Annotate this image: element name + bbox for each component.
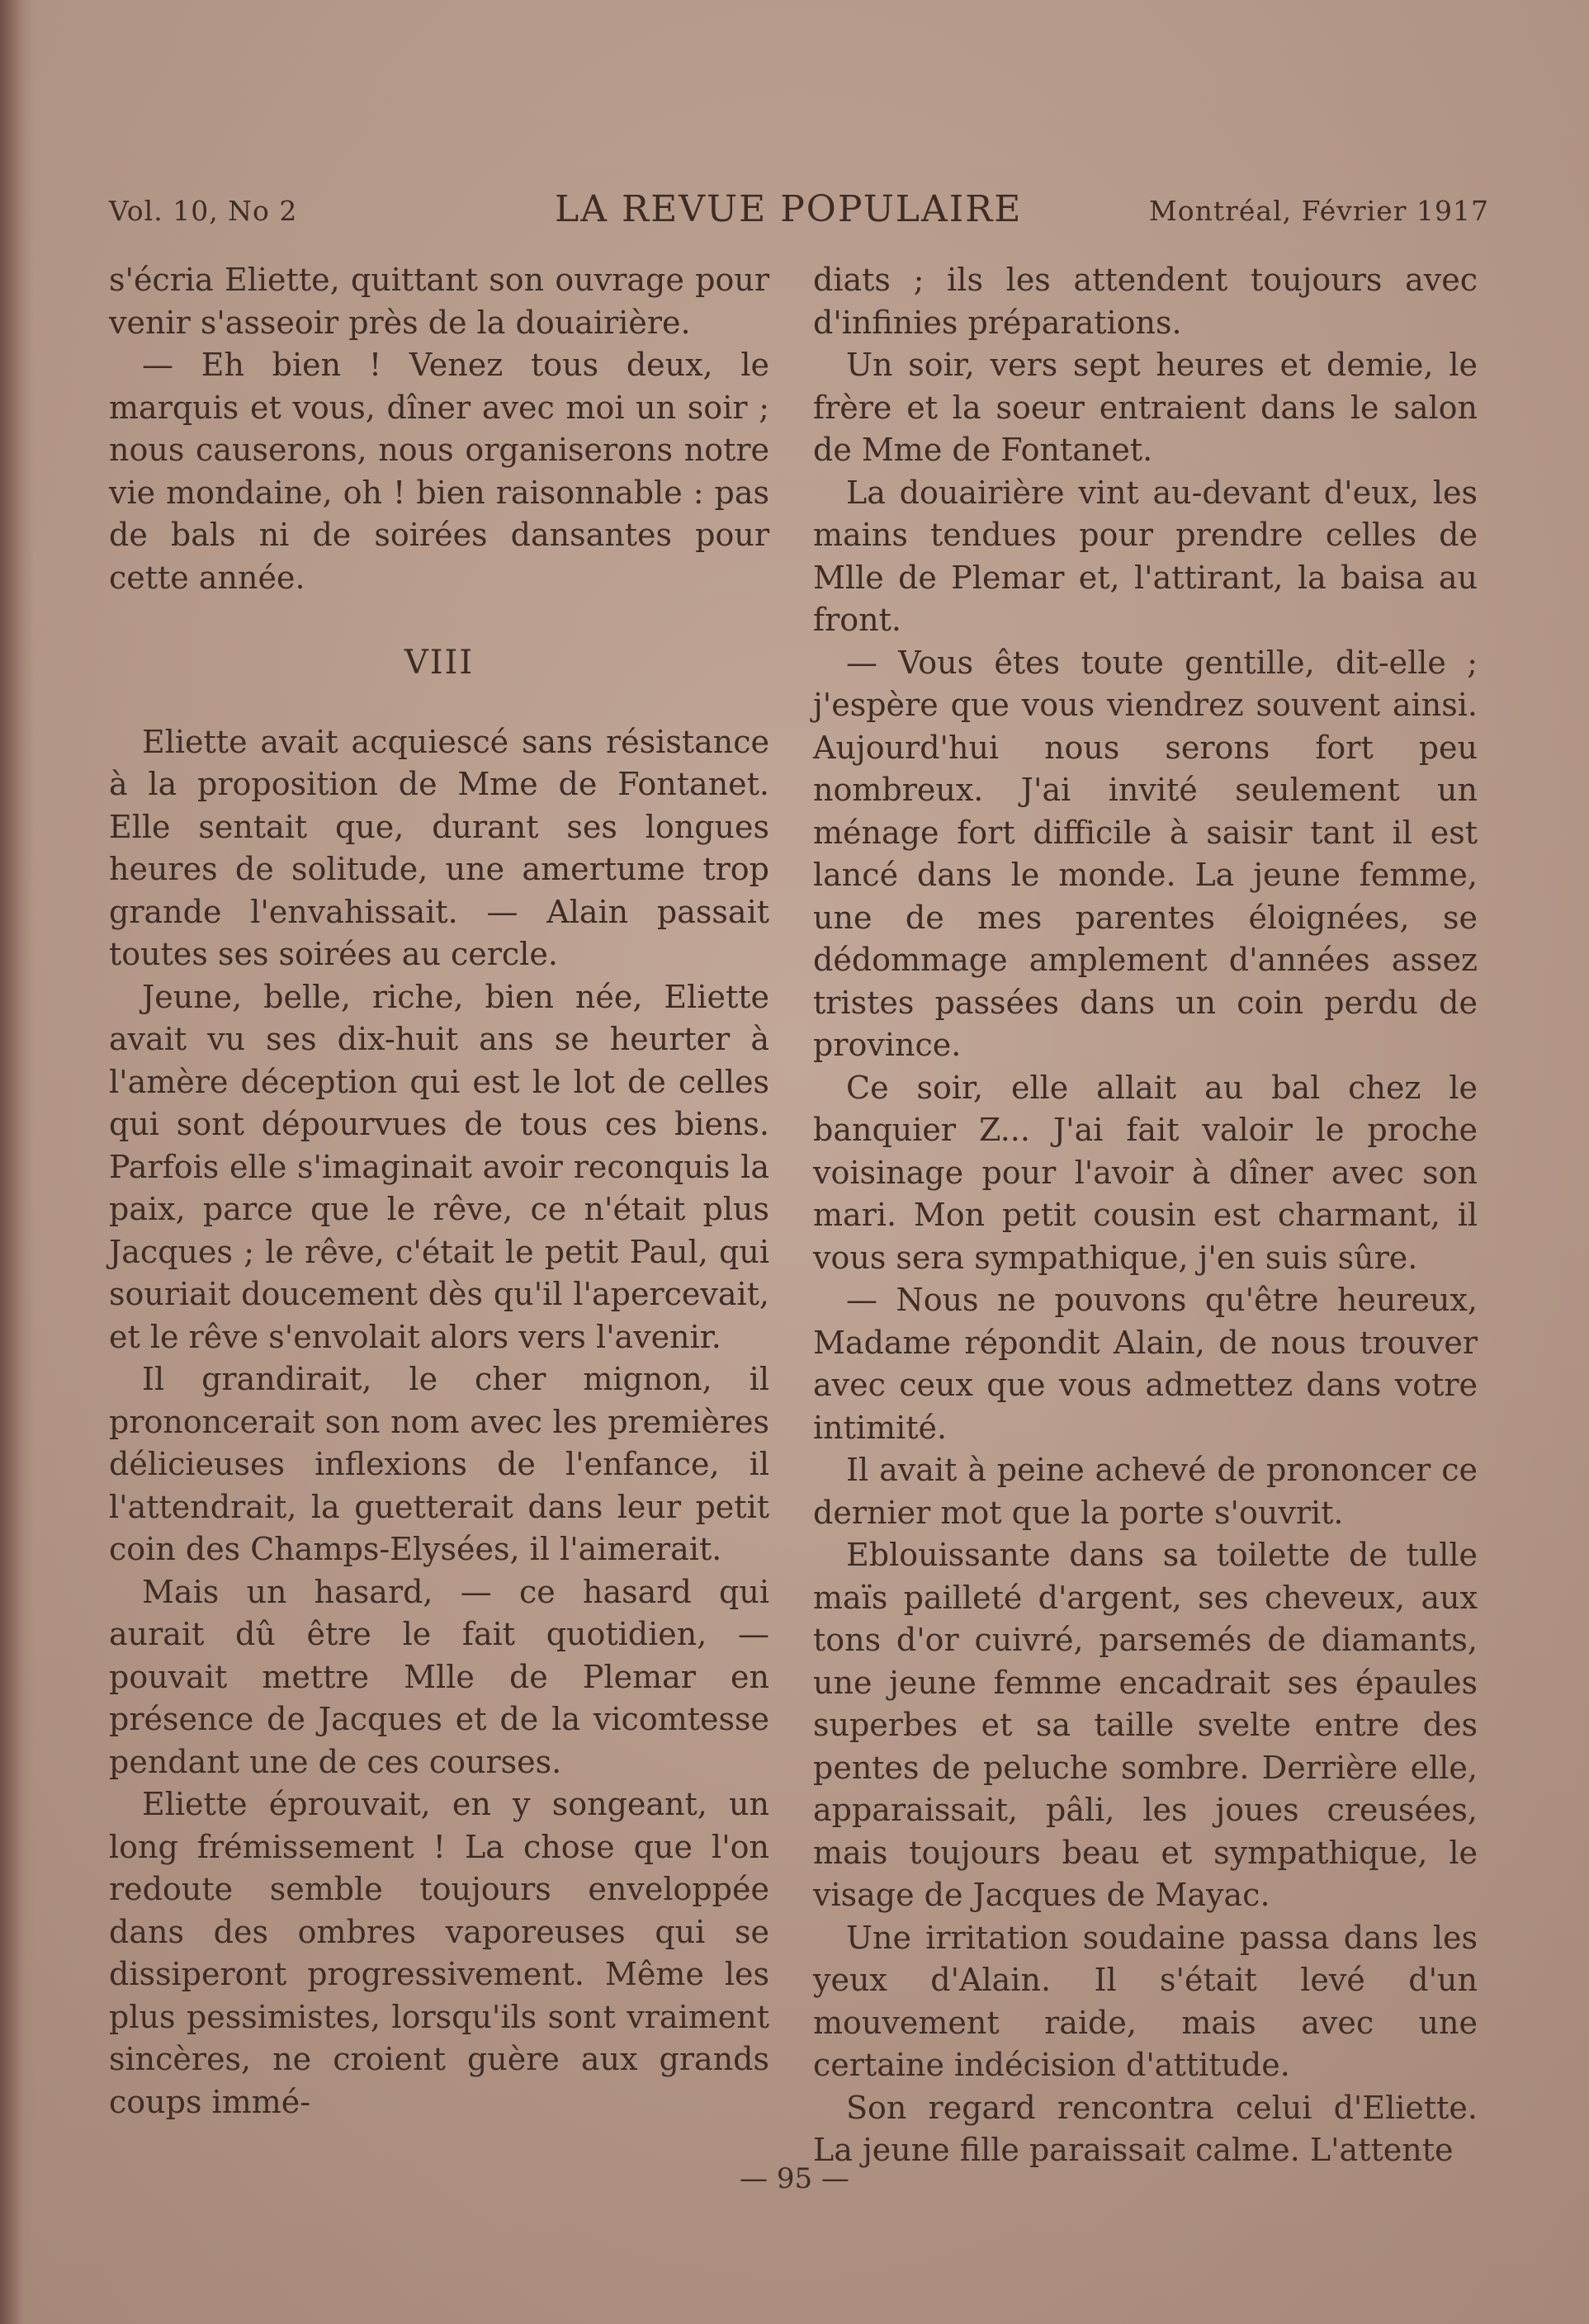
page-header (109, 187, 1489, 236)
issue-date: Montréal, Février 1917 (1148, 195, 1489, 227)
paragraph: — Vous êtes toute gentille, dit-elle ; j'espère que vous viendrez souvent ainsi. Aujourd'hui nous serons fort peu nombreux. J'ai invité seulement un ménage fort difficile à saisir tant il est lancé dans le monde. La jeune femme, une de mes parentes éloignées, se dédommage amplement d'années assez tristes passées dans un coin perdu de province. (813, 644, 1478, 1063)
book-spine (0, 0, 35, 2324)
page-number: — 95 — (740, 2162, 849, 2195)
paragraph: Eliette éprouvait, en y songeant, un long frémissement ! La chose que l'on redoute semble toujours enveloppée dans des ombres vaporeuses qui se dissiperont progressivement. Même les plus pessimistes, lorsqu'ils sont vraiment sincères, ne croient guère aux grands coups immé- (109, 1786, 769, 2120)
paragraph: — Eh bien ! Venez tous deux, le marquis et vous, dîner avec moi un soir ; nous causerons, nous organiserons notre vie mondaine, oh ! bien raisonnable : pas de bals ni de soirées dansantes pour cette année. (109, 347, 769, 596)
paragraph: Eblouissante dans sa toilette de tulle maïs pailleté d'argent, ses cheveux, aux tons d'or cuivré, parsemés de diamants, une jeune femme encadrait ses épaules superbes et sa taille svelte entre des pentes de peluche sombre. Derrière elle, apparaissait, pâli, les joues creusées, mais toujours beau et sympathique, le visage de Jacques de Mayac. (813, 1537, 1478, 1913)
paragraph: Ce soir, elle allait au bal chez le banquier Z... J'ai fait valoir le proche voisinage pour l'avoir à dîner avec son mari. Mon petit cousin est charmant, il vous sera sympathique, j'en suis sûre. (813, 1069, 1478, 1276)
chapter-heading: VIII (404, 644, 475, 682)
volume-label: Vol. 10, No 2 (109, 195, 298, 227)
paragraph: Il grandirait, le cher mignon, il prononcerait son nom avec les premières délicieuses inflexions de l'enfance, il l'attendrait, la guetterait dans leur petit coin des Champs-Elysées, il l'aimerait. (109, 1361, 769, 1567)
paragraph: Son regard rencontra celui d'Eliette. La jeune fille paraissait calme. L'attente (813, 2089, 1478, 2168)
right-column (813, 259, 1478, 2172)
paragraph: Un soir, vers sept heures et demie, le frère et la soeur entraient dans le salon de Mme de Fontanet. (813, 347, 1478, 468)
paragraph: La douairière vint au-devant d'eux, les mains tendues pour prendre celles de Mlle de Plemar et, l'attirant, la baisa au front. (813, 474, 1478, 638)
left-column (109, 259, 769, 2123)
paragraph: s'écria Eliette, quittant son ouvrage pour venir s'asseoir près de la douairière. (109, 262, 769, 341)
paragraph: Il avait à peine achevé de prononcer ce dernier mot que la porte s'ouvrit. (813, 1452, 1478, 1531)
magazine-title: LA REVUE POPULAIRE (555, 188, 1023, 230)
paragraph: Une irritation soudaine passa dans les yeux d'Alain. Il s'était levé d'un mouvement raide, mais avec une certaine indécision d'attitude. (813, 1919, 1478, 2083)
paragraph: Mais un hasard, — ce hasard qui aurait dû être le fait quotidien, — pouvait mettre Mlle de Plemar en présence de Jacques et de la vicomtesse pendant une de ces courses. (109, 1573, 769, 1780)
paragraph: — Nous ne pouvons qu'être heureux, Madame répondit Alain, de nous trouver avec ceux que vous admettez dans votre intimité. (813, 1282, 1478, 1446)
paragraph: Eliette avait acquiescé sans résistance à la proposition de Mme de Fontanet. Elle sentait que, durant ses longues heures de solitude, une amertume trop grande l'envahissait. — Alain passait toutes ses soirées au cercle. (109, 723, 769, 972)
paragraph: diats ; ils les attendent toujours avec d'infinies préparations. (813, 262, 1478, 341)
paragraph: Jeune, belle, riche, bien née, Eliette avait vu ses dix-huit ans se heurter à l'amère déception qui est le lot de celles qui sont dépourvues de tous ces biens. Parfois elle s'imaginait avoir reconquis la paix, parce que le rêve, ce n'était plus Jacques ; le rêve, c'était le petit Paul, qui souriait doucement dès qu'il l'apercevait, et le rêve s'envolait alors vers l'avenir. (109, 978, 769, 1355)
